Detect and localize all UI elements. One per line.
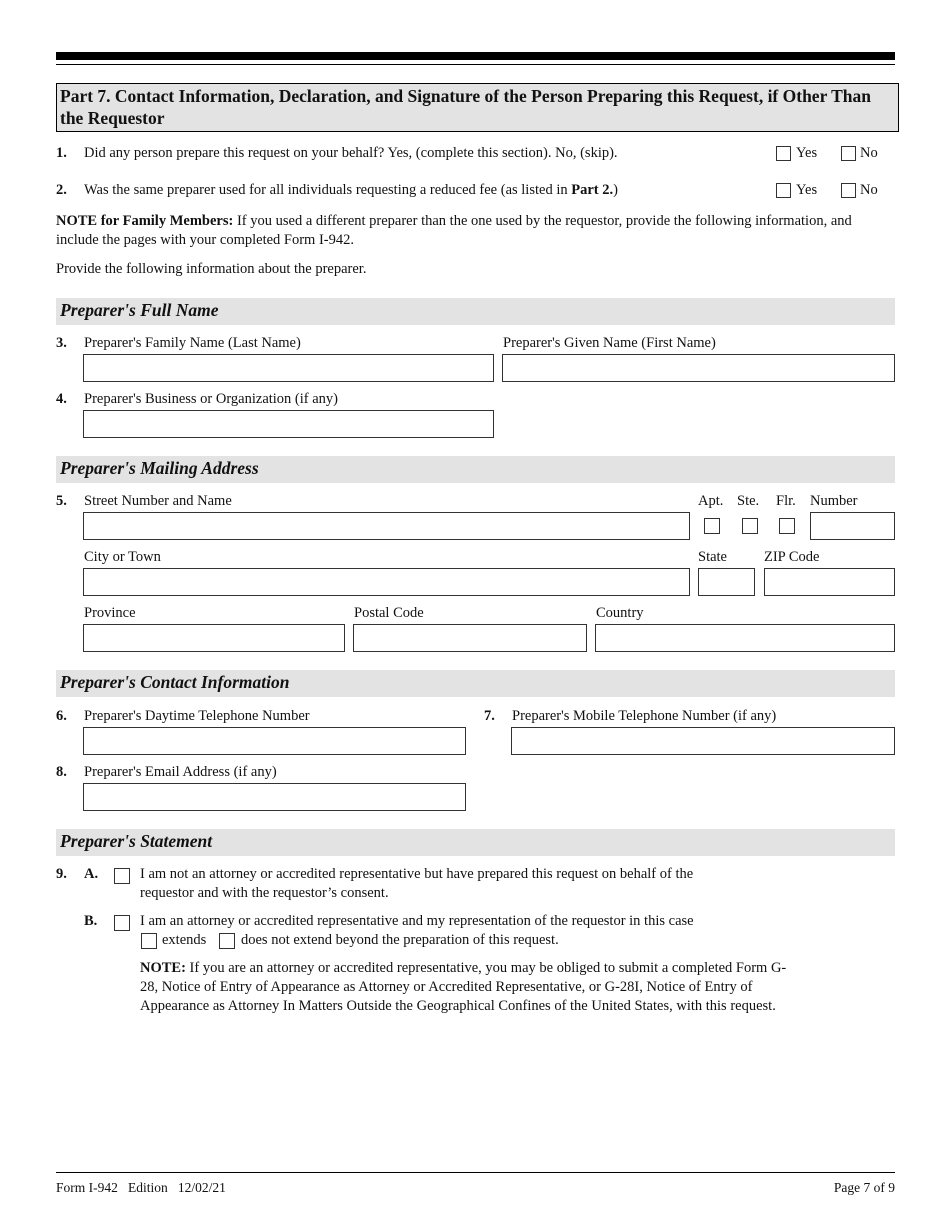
top-rule-thick (56, 52, 895, 60)
family-name-input[interactable] (83, 354, 494, 382)
section-statement: Preparer's Statement (56, 829, 895, 856)
q9a-checkbox[interactable] (114, 868, 130, 884)
given-name-label: Preparer's Given Name (First Name) (503, 335, 716, 351)
q1-yes-label: Yes (796, 145, 818, 161)
q4-number: 4. (56, 391, 67, 407)
q2-text: Was the same preparer used for all individuals requesting a reduced fee (as listed in Part 2.) (84, 182, 618, 198)
q1-text: Did any person prepare this request on your behalf? Yes, (complete this section). No, (skip). (84, 145, 618, 161)
flr-label: Flr. (776, 493, 796, 509)
postal-code-input[interactable] (353, 624, 587, 652)
q3-number: 3. (56, 335, 67, 351)
q9b-text: I am an attorney or accredited representative and my representation of the requestor in this case (140, 913, 694, 929)
q9-number: 9. (56, 866, 67, 882)
footer-rule (56, 1172, 895, 1173)
top-rule-thin (56, 64, 895, 65)
q1-no-checkbox[interactable] (841, 146, 856, 161)
q1-no-label: No (860, 145, 878, 161)
country-label: Country (596, 605, 644, 621)
section-contact-info: Preparer's Contact Information (56, 670, 895, 697)
street-label: Street Number and Name (84, 493, 232, 509)
q2-yes-checkbox[interactable] (776, 183, 791, 198)
q6-number: 6. (56, 708, 67, 724)
mobile-phone-input[interactable] (511, 727, 895, 755)
province-label: Province (84, 605, 136, 621)
q2-number: 2. (56, 182, 67, 198)
note-family-members: NOTE for Family Members: If you used a different preparer than the one used by the requestor, provide the following information, and include the pages with your completed Form I-942. (56, 213, 852, 248)
section-full-name: Preparer's Full Name (56, 298, 895, 325)
q1-number: 1. (56, 145, 67, 161)
not-extend-label: does not extend beyond the preparation of this request. (241, 932, 559, 948)
not-extend-checkbox[interactable] (219, 933, 235, 949)
unit-number-input[interactable] (810, 512, 895, 540)
email-label: Preparer's Email Address (if any) (84, 764, 277, 780)
q1-yes-checkbox[interactable] (776, 146, 791, 161)
number-label: Number (810, 493, 858, 509)
footer-form-edition: Form I-942 Edition 12/02/21 (56, 1180, 226, 1195)
city-input[interactable] (83, 568, 690, 596)
country-input[interactable] (595, 624, 895, 652)
section-mailing-address: Preparer's Mailing Address (56, 456, 895, 483)
q2-no-checkbox[interactable] (841, 183, 856, 198)
zip-input[interactable] (764, 568, 895, 596)
q5-number: 5. (56, 493, 67, 509)
q2-no-label: No (860, 182, 878, 198)
q2-yes-label: Yes (796, 182, 818, 198)
apt-label: Apt. (698, 493, 724, 509)
footer-page-number: Page 7 of 9 (833, 1180, 895, 1195)
q9a-label: A. (84, 866, 99, 882)
given-name-input[interactable] (502, 354, 895, 382)
provide-info-text: Provide the following information about the preparer. (56, 261, 367, 277)
state-label: State (698, 549, 727, 565)
part-header: Part 7. Contact Information, Declaration, and Signature of the Person Preparing this Request, if Other Than the Requestor (56, 83, 899, 132)
q8-number: 8. (56, 764, 67, 780)
q9b-checkbox[interactable] (114, 915, 130, 931)
ste-label: Ste. (737, 493, 760, 509)
postal-code-label: Postal Code (354, 605, 424, 621)
extends-label: extends (162, 932, 207, 948)
q9-note: NOTE: If you are an attorney or accredited representative, you may be obliged to submit a completed Form G-28, Notice of Entry of Appearance as Attorney or Accredited Representative, or G-28I, Notice of Entry of Appearance as Attorney In Matters Outside the Geographical Confines of the United States, with this request. (140, 960, 787, 1014)
business-input[interactable] (83, 410, 494, 438)
business-label: Preparer's Business or Organization (if any) (84, 391, 339, 407)
province-input[interactable] (83, 624, 345, 652)
extends-checkbox[interactable] (141, 933, 157, 949)
flr-checkbox[interactable] (779, 518, 795, 534)
q7-number: 7. (484, 708, 495, 724)
city-label: City or Town (84, 549, 161, 565)
daytime-phone-label: Preparer's Daytime Telephone Number (84, 708, 310, 724)
q9b-label: B. (84, 913, 98, 929)
daytime-phone-input[interactable] (83, 727, 466, 755)
zip-label: ZIP Code (764, 549, 820, 565)
ste-checkbox[interactable] (742, 518, 758, 534)
street-input[interactable] (83, 512, 690, 540)
state-select[interactable] (698, 568, 755, 596)
apt-checkbox[interactable] (704, 518, 720, 534)
email-input[interactable] (83, 783, 466, 811)
mobile-phone-label: Preparer's Mobile Telephone Number (if any) (512, 708, 777, 724)
q9a-text: I am not an attorney or accredited representative but have prepared this request on behalf of the requestor and with the requestor’s consent. (140, 866, 694, 901)
family-name-label: Preparer's Family Name (Last Name) (84, 335, 301, 351)
